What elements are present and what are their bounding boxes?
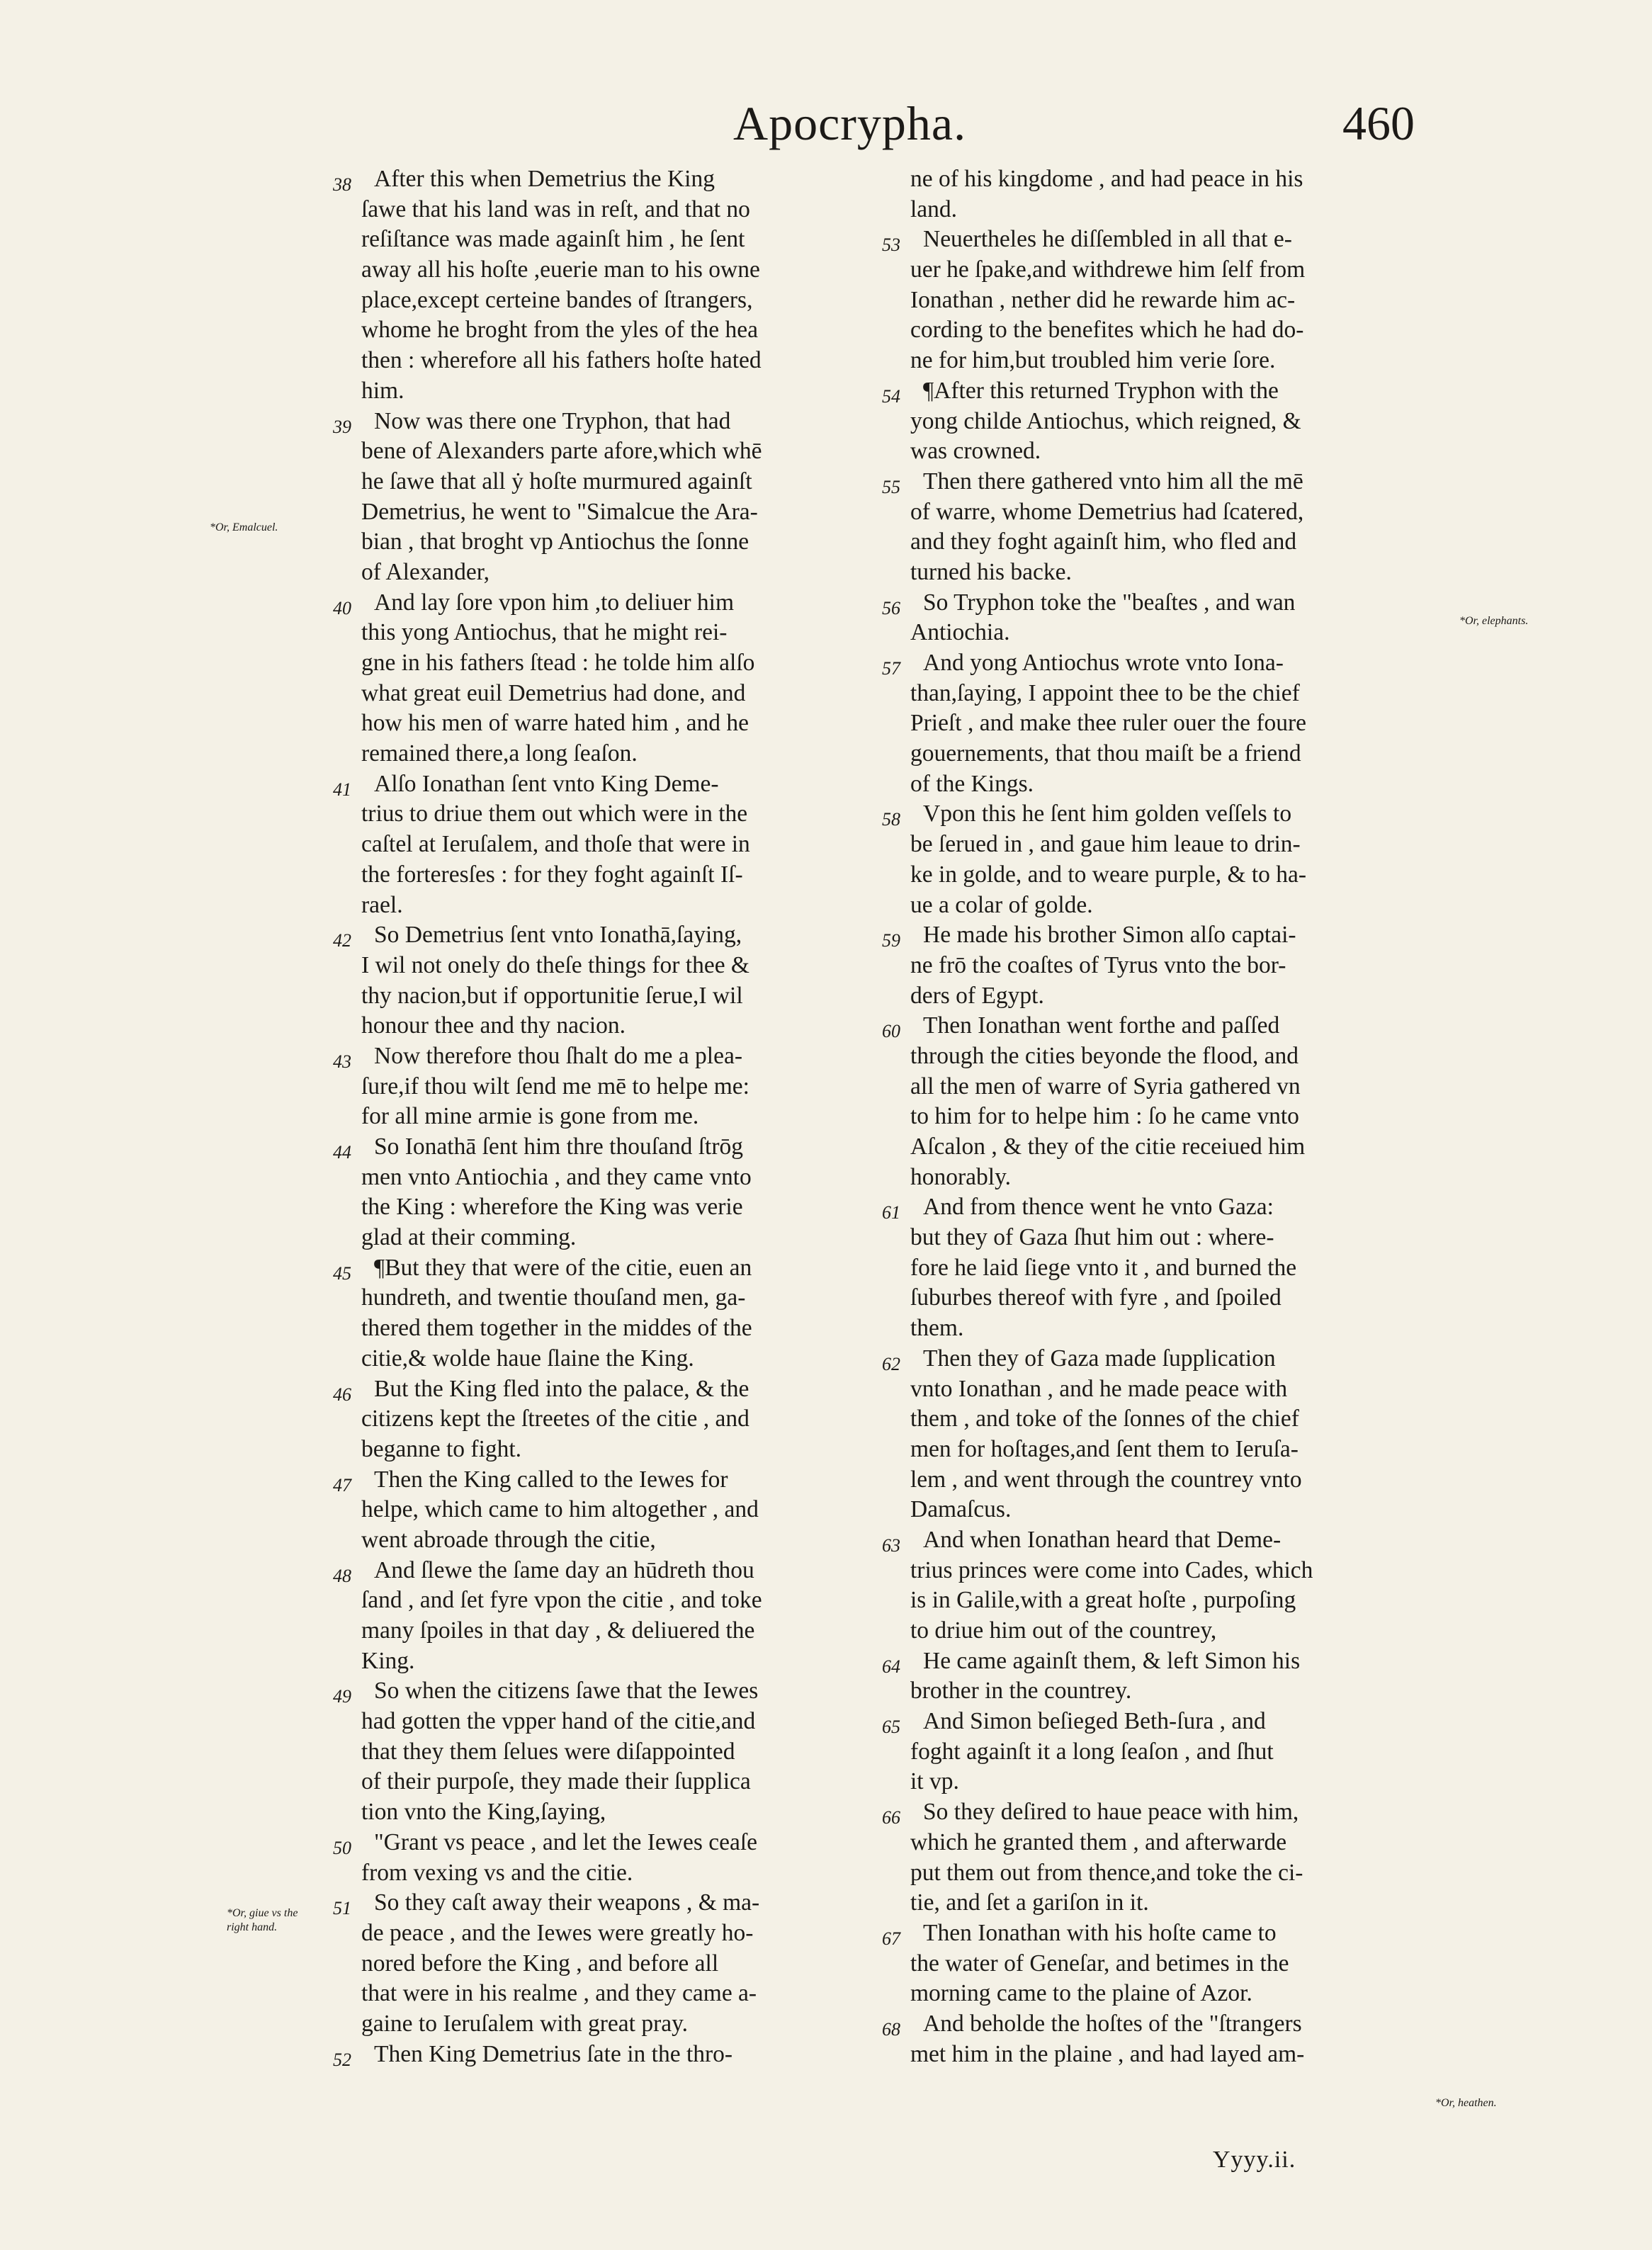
text-line	[333, 1192, 878, 1223]
text-line	[882, 920, 1435, 951]
verse-number: 58	[882, 809, 900, 830]
line-text: And yong Antiochus wrote vnto Iona-	[923, 650, 1284, 676]
line-text: But the King fled into the palace, & the	[374, 1375, 749, 1402]
verse-number: 67	[882, 1928, 900, 1949]
text-line	[333, 1253, 878, 1284]
line-text: remained there,a long ſeaſon.	[361, 740, 638, 767]
text-line	[333, 1223, 878, 1253]
text-line	[882, 467, 1435, 497]
text-line	[882, 951, 1435, 981]
verse-number: 54	[882, 385, 900, 407]
text-line	[333, 951, 878, 981]
line-text: ſand , and ſet fyre vpon the citie , and toke	[361, 1587, 762, 1614]
verse-number: 50	[333, 1837, 351, 1858]
line-text: Vpon this he ſent him golden veſſels to	[923, 801, 1292, 827]
line-text: Now therefore thou ſhalt do me a plea-	[374, 1042, 742, 1069]
text-line	[882, 1556, 1435, 1586]
text-line	[333, 1979, 878, 2009]
line-text: nored before the King , and before all	[361, 1950, 719, 1977]
text-line	[882, 376, 1435, 407]
line-text: glad at their comming.	[361, 1224, 577, 1251]
verse-number: 45	[333, 1262, 351, 1284]
line-text: them , and toke of the ſonnes of the chief	[910, 1406, 1299, 1432]
line-text: for all mine armie is gone from me.	[361, 1103, 699, 1130]
text-line	[333, 1585, 878, 1616]
line-text: Ionathan , nether did he rewarde him ac-	[910, 286, 1296, 313]
text-line	[882, 1011, 1435, 1041]
text-line	[882, 1918, 1435, 1949]
line-text: reſiſtance was made againſt him , he ſent	[361, 226, 745, 253]
text-line	[882, 1888, 1435, 1918]
verse-number: 55	[882, 476, 900, 497]
line-text: honour thee and thy nacion.	[361, 1012, 626, 1039]
verse-number: 57	[882, 658, 900, 679]
line-text: it vp.	[910, 1768, 959, 1795]
text-line	[882, 830, 1435, 860]
text-line	[882, 1858, 1435, 1889]
verse-number: 43	[333, 1051, 351, 1072]
line-text: gouernements, that thou maiſt be a friend	[910, 740, 1301, 767]
line-text: trius princes were come into Cades, which	[910, 1556, 1313, 1583]
line-text: that they them ſelues were diſappointed	[361, 1738, 735, 1765]
line-text: beganne to fight.	[361, 1435, 522, 1462]
text-line	[333, 708, 878, 739]
text-line	[882, 1253, 1435, 1284]
text-line	[333, 497, 878, 528]
line-text: all the men of warre of Syria gathered vn	[910, 1073, 1301, 1099]
signature-mark: Yyyy.ii.	[1213, 2147, 1296, 2173]
right-text-column	[882, 164, 1435, 2069]
line-text: citizens kept the ſtreetes of the citie , and	[361, 1406, 749, 1432]
text-line	[882, 1313, 1435, 1344]
line-text: Now was there one Tryphon, that had	[374, 407, 731, 434]
text-line	[882, 346, 1435, 376]
text-line	[882, 1041, 1435, 1072]
line-text: than,ſaying, I appoint thee to be the chief	[910, 679, 1300, 706]
text-line	[882, 1283, 1435, 1313]
line-text: So they caſt away their weapons , & ma-	[374, 1889, 760, 1916]
text-line	[333, 255, 878, 286]
line-text: this yong Antiochus, that he might rei-	[361, 619, 728, 646]
line-text: cording to the benefites which he had do-	[910, 317, 1304, 344]
text-line	[333, 1556, 878, 1586]
line-text: ne frō the coaſtes of Tyrus vnto the bor-	[910, 951, 1286, 978]
line-text: of warre, whome Demetrius had ſcatered,	[910, 498, 1304, 525]
text-line	[882, 1979, 1435, 2009]
text-line	[882, 1707, 1435, 1737]
line-text: gne in his fathers ſtead : he tolde him alſo	[361, 650, 755, 676]
verse-number: 39	[333, 416, 351, 437]
text-line	[333, 1646, 878, 1677]
line-text: caſtel at Ieruſalem, and thoſe that were in	[361, 831, 750, 858]
verse-number: 51	[333, 1898, 351, 1919]
verse-number: 47	[333, 1474, 351, 1496]
line-text: away all his hoſte ,euerie man to his owne	[361, 256, 760, 283]
margin-note-simalcue: *Or, Emalcuel.	[210, 521, 278, 533]
line-text: Prieſt , and make thee ruler ouer the foure	[910, 710, 1307, 737]
text-line	[333, 1949, 878, 1979]
line-text: Then Ionathan with his hoſte came to	[923, 1919, 1277, 1946]
line-text: honorably.	[910, 1163, 1012, 1190]
text-line	[333, 1676, 878, 1707]
line-text: And ſlewe the ſame day an hūdreth thou	[374, 1556, 754, 1583]
text-line	[882, 1465, 1435, 1496]
text-line	[333, 1283, 878, 1313]
line-text: gaine to Ieruſalem with great pray.	[361, 2010, 689, 2037]
verse-number: 68	[882, 2018, 900, 2040]
line-text: was crowned.	[910, 438, 1041, 465]
line-text: So Demetrius ſent vnto Ionathā,ſaying,	[374, 922, 742, 949]
line-text: "Grant vs peace , and let the Iewes ceaſe	[374, 1828, 758, 1855]
line-text: ne for him,but troubled him verie ſore.	[910, 347, 1276, 374]
text-line	[882, 1223, 1435, 1253]
line-text: hundreth, and twentie thouſand men, ga-	[361, 1284, 746, 1311]
line-text: ders of Egypt.	[910, 982, 1044, 1009]
text-line	[333, 436, 878, 467]
text-line	[882, 1828, 1435, 1858]
text-line	[882, 799, 1435, 830]
text-line	[882, 286, 1435, 316]
line-text: but they of Gaza ſhut him out : where-	[910, 1224, 1274, 1251]
line-text: and they foght againſt him, who fled and	[910, 528, 1297, 555]
text-line	[333, 558, 878, 588]
line-text: citie,& wolde haue ſlaine the King.	[361, 1345, 694, 1372]
text-line	[333, 769, 878, 800]
line-text: yong childe Antiochus, which reigned, &	[910, 407, 1301, 434]
text-line	[882, 1404, 1435, 1435]
text-line	[333, 679, 878, 709]
text-line	[882, 588, 1435, 618]
text-line	[333, 799, 878, 830]
line-text: And Simon beſieged Beth-ſura , and	[923, 1708, 1266, 1735]
line-text: to him for to helpe him : ſo he came vnto	[910, 1103, 1299, 1130]
text-line	[333, 1525, 878, 1556]
text-line	[333, 2040, 878, 2070]
line-text: Then they of Gaza made ſupplication	[923, 1345, 1276, 1372]
line-text: whome he broght from the yles of the hea	[361, 317, 759, 344]
text-line	[882, 1737, 1435, 1768]
line-text: met him in the plaine , and had layed am-	[910, 2040, 1305, 2067]
verse-number: 56	[882, 597, 900, 618]
line-text: He came againſt them, & left Simon his	[923, 1647, 1301, 1674]
text-line	[333, 1313, 878, 1344]
text-line	[882, 1163, 1435, 1193]
line-text: ¶After this returned Tryphon with the	[923, 377, 1279, 404]
line-text: Then King Demetrius ſate in the thro-	[374, 2040, 733, 2067]
text-line	[882, 1495, 1435, 1525]
verse-number: 63	[882, 1534, 900, 1556]
line-text: King.	[361, 1647, 415, 1674]
text-line	[333, 588, 878, 618]
line-text: place,except certeine bandes of ſtrangers,	[361, 286, 753, 313]
text-line	[882, 1616, 1435, 1646]
line-text: uer he ſpake,and withdrewe him ſelf from	[910, 256, 1306, 283]
line-text: lem , and went through the countrey vnto	[910, 1466, 1302, 1493]
text-line	[882, 1192, 1435, 1223]
line-text: I wil not onely do theſe things for thee &	[361, 951, 749, 978]
line-text: fore he laid ſiege vnto it , and burned the	[910, 1254, 1297, 1281]
line-text: them.	[910, 1315, 964, 1342]
line-text: ¶But they that were of the citie, euen an	[374, 1254, 752, 1281]
line-text: land.	[910, 196, 958, 222]
line-text: Alſo Ionathan ſent vnto King Deme-	[374, 770, 719, 797]
text-line	[882, 679, 1435, 709]
verse-number: 40	[333, 597, 351, 618]
line-text: him.	[361, 377, 404, 404]
line-text: he ſawe that all ẏ hoſte murmured againſt	[361, 468, 752, 494]
text-line	[882, 497, 1435, 528]
text-line	[882, 1435, 1435, 1465]
line-text: which he granted them , and afterwarde	[910, 1828, 1287, 1855]
verse-number: 62	[882, 1353, 900, 1374]
text-line	[882, 1102, 1435, 1132]
text-line	[333, 1616, 878, 1646]
text-line	[333, 407, 878, 437]
line-text: Demetrius, he went to "Simalcue the Ara-	[361, 498, 758, 525]
line-text: to driue him out of the countrey,	[910, 1617, 1217, 1644]
text-line	[882, 1767, 1435, 1797]
text-line	[882, 195, 1435, 225]
text-line	[882, 1374, 1435, 1405]
margin-note-beastes: *Or, elephants.	[1459, 615, 1529, 627]
text-line	[333, 981, 878, 1012]
text-line	[333, 891, 878, 921]
left-text-column	[333, 164, 878, 2069]
line-text: of their purpoſe, they made their ſupplica	[361, 1768, 751, 1795]
text-line	[882, 1676, 1435, 1707]
text-line	[882, 1797, 1435, 1828]
line-text: And beholde the hoſtes of the "ſtrangers	[923, 2010, 1302, 2037]
line-text: Then Ionathan went forthe and paſſed	[923, 1012, 1280, 1039]
line-text: foght againſt it a long ſeaſon , and ſhut	[910, 1738, 1274, 1765]
line-text: had gotten the vpper hand of the citie,and	[361, 1708, 756, 1735]
margin-note-grant-line1: *Or, giue vs the	[227, 1907, 298, 1919]
text-line	[333, 225, 878, 255]
text-line	[333, 1767, 878, 1797]
verse-number: 53	[882, 234, 900, 256]
line-text: Antiochia.	[910, 619, 1010, 646]
line-text: men vnto Antiochia , and they came vnto	[361, 1163, 752, 1190]
line-text: After this when Demetrius the King	[374, 166, 715, 192]
text-line	[333, 1888, 878, 1918]
line-text: the King : wherefore the King was verie	[361, 1194, 743, 1221]
line-text: ſawe that his land was in reſt, and that no	[361, 196, 750, 222]
text-line	[882, 407, 1435, 437]
text-line	[882, 860, 1435, 891]
line-text: put them out from thence,and toke the ci-	[910, 1859, 1303, 1886]
line-text: Then the King called to the Iewes for	[374, 1466, 728, 1493]
line-text: brother in the countrey.	[910, 1678, 1132, 1705]
text-line	[882, 527, 1435, 558]
text-line	[882, 1525, 1435, 1556]
line-text: helpe, which came to him altogether , and	[361, 1496, 759, 1523]
text-line	[333, 195, 878, 225]
line-text: went abroade through the citie,	[361, 1526, 656, 1553]
text-line	[333, 527, 878, 558]
text-line	[333, 1495, 878, 1525]
text-line	[882, 1132, 1435, 1163]
text-line	[882, 1646, 1435, 1677]
line-text: bian , that broght vp Antiochus the ſonne	[361, 528, 749, 555]
text-line	[333, 346, 878, 376]
line-text: Neuertheles he diſſembled in all that e-	[923, 226, 1292, 253]
line-text: rael.	[361, 891, 403, 918]
verse-number: 49	[333, 1686, 351, 1707]
line-text: And when Ionathan heard that Deme-	[923, 1526, 1282, 1553]
line-text: Aſcalon , & they of the citie receiued him	[910, 1134, 1306, 1160]
line-text: turned his backe.	[910, 558, 1072, 585]
verse-number: 60	[882, 1021, 900, 1042]
text-line	[333, 1918, 878, 1949]
line-text: And lay ſore vpon him ,to deliuer him	[374, 589, 734, 616]
text-line	[333, 1374, 878, 1405]
text-line	[333, 739, 878, 769]
verse-number: 46	[333, 1384, 351, 1405]
line-text: ſuburbes thereof with fyre , and ſpoiled	[910, 1284, 1282, 1311]
line-text: many ſpoiles in that day , & deliuered the	[361, 1617, 755, 1644]
text-line	[333, 1707, 878, 1737]
line-text: is in Galile,with a great hoſte , purpoſing	[910, 1587, 1296, 1614]
running-title: Apocrypha.	[733, 96, 967, 150]
line-text: ſure,if thou wilt ſend me mē to helpe me:	[361, 1073, 749, 1099]
text-line	[882, 708, 1435, 739]
text-line	[333, 286, 878, 316]
line-text: ne of his kingdome , and had peace in his	[910, 166, 1303, 192]
text-line	[882, 436, 1435, 467]
verse-number: 38	[333, 174, 351, 195]
verse-number: 64	[882, 1656, 900, 1677]
line-text: So Tryphon toke the "beaſtes , and wan	[923, 589, 1296, 616]
verse-number: 66	[882, 1807, 900, 1828]
text-line	[333, 1435, 878, 1465]
text-line	[333, 648, 878, 679]
text-line	[882, 164, 1435, 195]
line-text: tion vnto the King,ſaying,	[361, 1799, 606, 1826]
line-text: from vexing vs and the citie.	[361, 1859, 633, 1886]
line-text: ke in golde, and to weare purple, & to ha-	[910, 861, 1307, 888]
text-line	[882, 981, 1435, 1012]
line-text: He made his brother Simon alſo captai-	[923, 922, 1296, 949]
margin-note-grant-line2: right hand.	[227, 1921, 278, 1933]
text-line	[333, 618, 878, 648]
verse-number: 42	[333, 930, 351, 951]
line-text: through the cities beyonde the flood, and	[910, 1042, 1299, 1069]
text-line	[333, 1404, 878, 1435]
text-line	[882, 255, 1435, 286]
line-text: de peace , and the Iewes were greatly ho-	[361, 1919, 754, 1946]
line-text: So they deſired to haue peace with him,	[923, 1799, 1299, 1826]
text-line	[333, 1344, 878, 1374]
text-line	[333, 1737, 878, 1768]
text-line	[882, 739, 1435, 769]
text-line	[333, 1163, 878, 1193]
text-line	[882, 618, 1435, 648]
line-text: the water of Geneſar, and betimes in the	[910, 1950, 1289, 1977]
verse-number: 59	[882, 930, 900, 951]
margin-note-strangers: *Or, heathen.	[1435, 2097, 1497, 2109]
verse-number: 61	[882, 1202, 900, 1223]
text-line	[333, 1102, 878, 1132]
text-line	[882, 2040, 1435, 2070]
line-text: thered them together in the middes of the	[361, 1315, 752, 1342]
text-line	[882, 2009, 1435, 2040]
line-text: what great euil Demetrius had done, and	[361, 679, 746, 706]
text-line	[333, 860, 878, 891]
text-line	[882, 769, 1435, 800]
text-line	[333, 1828, 878, 1858]
text-line	[882, 225, 1435, 255]
page-number: 460	[1342, 96, 1415, 150]
line-text: Then there gathered vnto him all the mē	[923, 468, 1303, 494]
verse-number: 65	[882, 1717, 900, 1738]
text-line	[333, 2009, 878, 2040]
text-line	[882, 1072, 1435, 1102]
line-text: be ſerued in , and gaue him leaue to drin-	[910, 831, 1301, 858]
text-line	[333, 315, 878, 346]
line-text: men for hoſtages,and ſent them to Ieruſa-	[910, 1435, 1299, 1462]
line-text: of Alexander,	[361, 558, 490, 585]
text-line	[333, 1465, 878, 1496]
line-text: And from thence went he vnto Gaza:	[923, 1194, 1274, 1221]
text-line	[882, 891, 1435, 921]
line-text: So when the citizens ſawe that the Iewes	[374, 1678, 759, 1705]
line-text: ue a colar of golde.	[910, 891, 1093, 918]
text-line	[333, 467, 878, 497]
text-line	[882, 1949, 1435, 1979]
line-text: that were in his realme , and they came a-	[361, 1980, 757, 2007]
line-text: how his men of warre hated him , and he	[361, 710, 749, 737]
verse-number: 52	[333, 2049, 351, 2070]
line-text: then : wherefore all his fathers hoſte hated	[361, 347, 762, 374]
text-line	[333, 1041, 878, 1072]
text-line	[333, 1132, 878, 1163]
text-line	[333, 1797, 878, 1828]
text-line	[333, 920, 878, 951]
line-text: the forteresſes : for they foght againſt Iſ-	[361, 861, 743, 888]
text-line	[882, 315, 1435, 346]
line-text: vnto Ionathan , and he made peace with	[910, 1375, 1288, 1402]
line-text: tie, and ſet a gariſon in it.	[910, 1889, 1149, 1916]
verse-number: 48	[333, 1565, 351, 1586]
text-line	[882, 558, 1435, 588]
text-line	[882, 1585, 1435, 1616]
line-text: of the Kings.	[910, 770, 1034, 797]
text-line	[333, 164, 878, 195]
verse-number: 44	[333, 1142, 351, 1163]
line-text: thy nacion,but if opportunitie ſerue,I wil	[361, 982, 743, 1009]
text-line	[882, 1344, 1435, 1374]
line-text: So Ionathā ſent him thre thouſand ſtrōg	[374, 1134, 744, 1160]
text-line	[333, 1858, 878, 1889]
line-text: Damaſcus.	[910, 1496, 1012, 1523]
line-text: morning came to the plaine of Azor.	[910, 1980, 1252, 2007]
text-line	[882, 648, 1435, 679]
text-line	[333, 376, 878, 407]
line-text: trius to driue them out which were in the	[361, 801, 748, 827]
text-line	[333, 830, 878, 860]
line-text: bene of Alexanders parte afore,which whē	[361, 438, 762, 465]
verse-number: 41	[333, 779, 351, 800]
text-line	[333, 1072, 878, 1102]
text-line	[333, 1011, 878, 1041]
